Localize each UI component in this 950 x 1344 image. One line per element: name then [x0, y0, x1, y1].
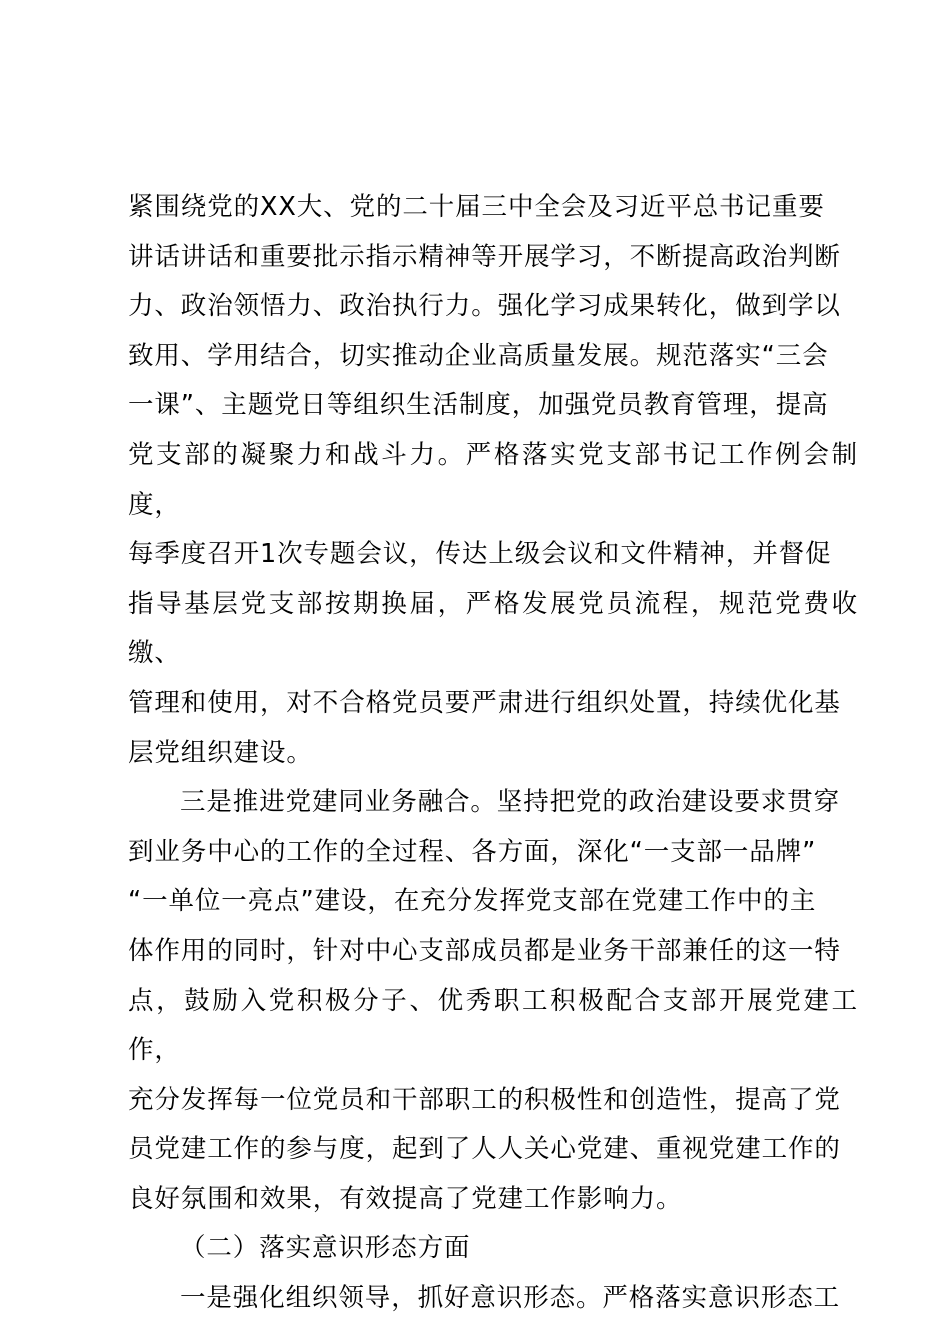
body-paragraph [128, 1274, 858, 1324]
text-line: 层党组织建设。 [128, 737, 313, 768]
text-line: 体作用的同时，针对中心支部成员都是业务干部兼任的这一特 [128, 935, 841, 966]
text-line: 紧围绕党的XX大、党的二十届三中全会及习近平总书记重要 [128, 192, 825, 222]
text-line: 每季度召开1次专题会议，传达上级会议和文件精神，并督促 [128, 539, 832, 570]
text-line: 一是强化组织领导，抓好意识形态。严格落实意识形态工 [180, 1283, 841, 1314]
text-line: 良好氛围和效果，有效提高了党建工作影响力。 [128, 1183, 683, 1214]
text-line: 充分发挥每一位党员和干部职工的积极性和创造性，提高了党 [128, 1084, 841, 1115]
text-line: （二）落实意识形态方面 [180, 1233, 471, 1264]
section-heading [128, 1224, 858, 1274]
text-line: 点，鼓励入党积极分子、优秀职工积极配合支部开展党建工作， [128, 985, 858, 1066]
text-line: “一单位一亮点”建设，在充分发挥党支部在党建工作中的主 [128, 886, 817, 917]
text-line: 员党建工作的参与度，起到了人人关心党建、重视党建工作的 [128, 1134, 841, 1165]
text-line: 管理和使用，对不合格党员要严肃进行组织处置，持续优化基 [128, 687, 841, 718]
body-paragraph [128, 778, 858, 1224]
body-paragraph [128, 183, 858, 778]
text-line: 党支部的凝聚力和战斗力。严格落实党支部书记工作例会制度， [128, 439, 858, 520]
text-line: 致用、学用结合，切实推动企业高质量发展。规范落实“三会 [128, 340, 829, 371]
text-line: 一课”、主题党日等组织生活制度，加强党员教育管理，提高 [128, 390, 829, 421]
text-line: 力、政治领悟力、政治执行力。强化学习成果转化，做到学以 [128, 291, 841, 322]
text-line: 到业务中心的工作的全过程、各方面，深化“一支部一品牌” [128, 836, 817, 867]
document-body [128, 183, 858, 1324]
text-line: 讲话讲话和重要批示指示精神等开展学习，不断提高政治判断 [128, 241, 841, 272]
text-line: 指导基层党支部按期换届，严格发展党员流程，规范党费收缴、 [128, 588, 858, 669]
text-line: 三是推进党建同业务融合。坚持把党的政治建设要求贯穿 [180, 787, 841, 818]
